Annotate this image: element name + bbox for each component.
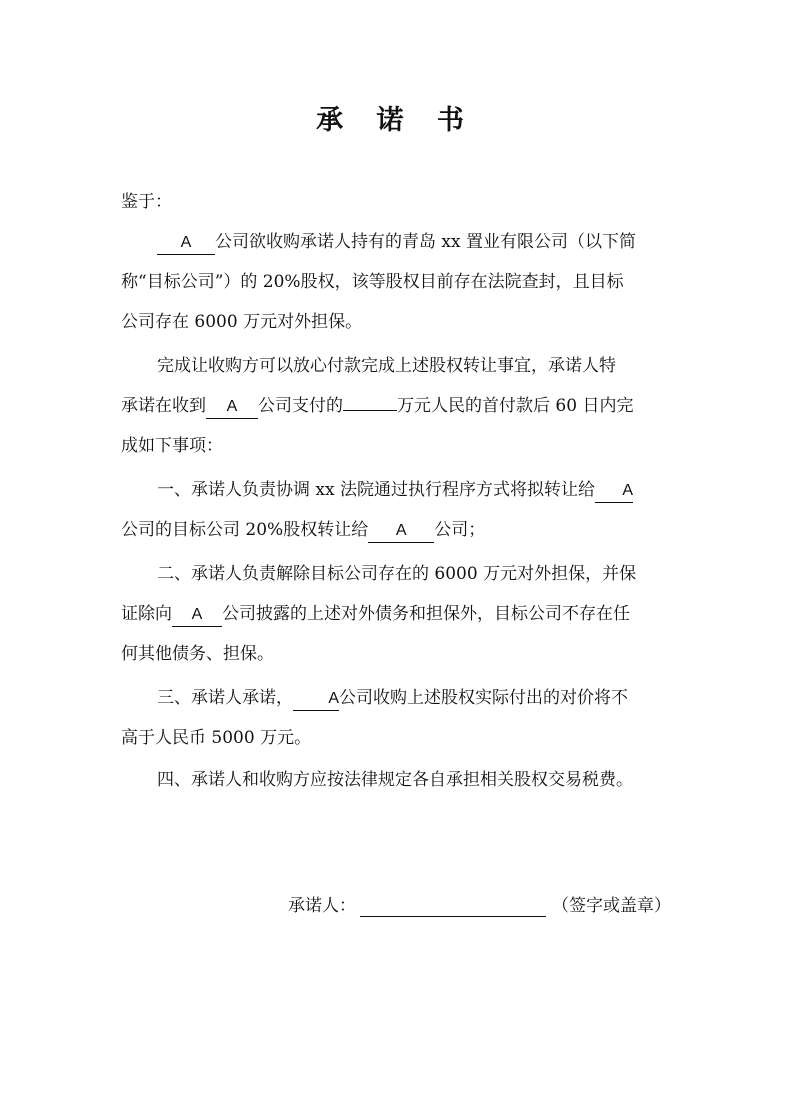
p6-line-1: 四、承诺人和收购方应按法律规定各自承担相关股权交易税费。 [157,770,633,790]
fill-blank: A [595,481,633,503]
fill-blank: A [157,233,215,255]
p2-line-3: 成如下事项： [121,436,223,456]
p2-line-2 [121,386,676,426]
signature-note: （签字或盖章） [552,896,671,916]
p5-line-1 [121,678,676,718]
p1-line-3: 公司存在 6000 万元对外担保。 [121,312,363,332]
p1-line-2: 称“目标公司”）的 20%股权，该等股权目前存在法院查封，且目标 [121,272,624,292]
salutation-text: 鉴于： [121,192,172,212]
paragraph-1 [121,222,676,342]
paragraph-6 [121,760,676,800]
p4-line-2-b: 公司披露的上述对外债务和担保外，目标公司不存在任 [222,604,630,624]
paragraph-5 [121,678,676,758]
p1-line-1 [121,222,676,262]
p4-line-3: 何其他债务、担保。 [121,644,274,664]
p5-line-2: 高于人民币 5000 万元。 [121,728,312,748]
p3-line-2-a: 公司的目标公司 20%股权转让给 [121,520,369,540]
p2-line-2-c: 万元人民的首付款后 60 日内完 [397,396,634,416]
p5-line-1-a: 三、承诺人承诺， [157,688,293,708]
p5-line-1-b: 公司收购上述股权实际付出的对价将不 [339,688,628,708]
p1-line-1-text: 公司欲收购承诺人持有的青岛 xx 置业有限公司（以下简 [215,232,636,252]
p4-line-2 [121,594,676,634]
signature-blank[interactable] [360,896,546,917]
amount-blank [343,389,397,411]
p2-line-2-a: 承诺在收到 [121,396,206,416]
fill-blank: A [206,397,258,419]
signature-line [288,890,671,922]
document-title: 承 诺 书 [316,105,476,136]
fill-blank: A [368,521,434,543]
p4-line-1: 二、承诺人负责解除目标公司存在的 6000 万元对外担保，并保 [157,564,637,584]
p4-line-2-a: 证除向 [121,604,172,624]
p3-line-1 [121,470,676,510]
p3-line-2-b: 公司； [434,520,486,540]
fill-blank: A [293,689,339,711]
salutation [121,182,676,222]
fill-blank: A [172,605,222,627]
p3-line-1-text: 一、承诺人负责协调 xx 法院通过执行程序方式将拟转让给 [157,480,595,500]
paragraph-2 [121,346,676,466]
p2-line-2-b: 公司支付的 [258,396,343,416]
paragraph-3 [121,470,676,550]
signature-label: 承诺人： [288,896,356,916]
p3-line-2 [121,510,676,550]
paragraph-4 [121,554,676,674]
p2-line-1: 完成让收购方可以放心付款完成上述股权转让事宜，承诺人特 [157,356,616,376]
